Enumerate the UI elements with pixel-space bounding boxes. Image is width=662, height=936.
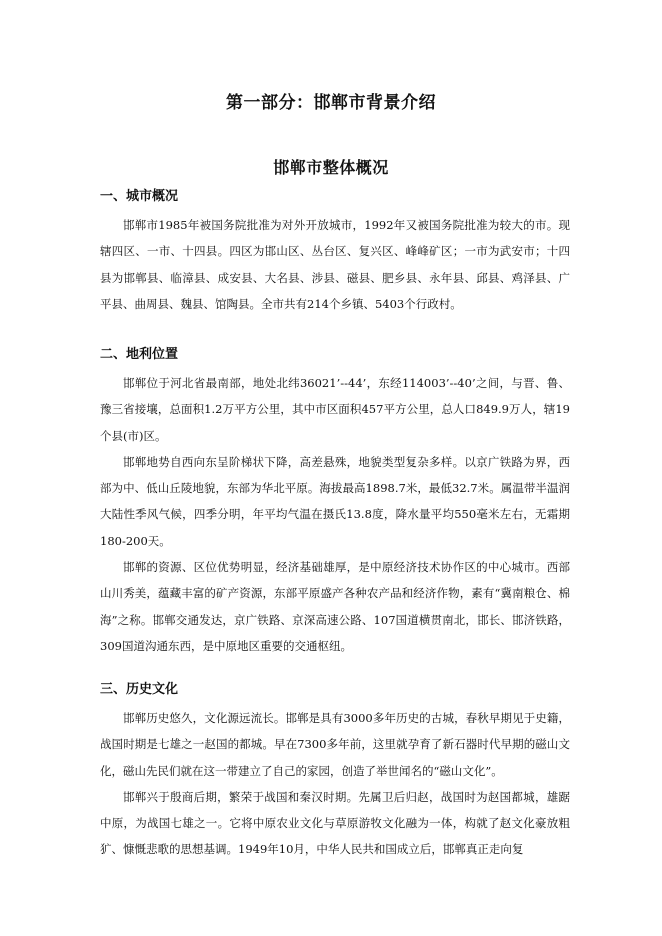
section-geography — [100, 343, 570, 659]
sub-title: 邯郸市整体概况 — [273, 158, 389, 177]
paragraph: 邯郸位于河北省最南部，地处北纬36021’--44’，东经114003’--40’之间，与晋、鲁、豫三省接壤，总面积1.2万平方公里，其中市区面积457平方公里，总人口849.9万人，辖19个县(市)区。 — [100, 376, 570, 443]
section-city-overview — [100, 185, 570, 317]
paragraph: 邯郸兴于殷商后期，繁荣于战国和秦汉时期。先属卫后归赵，战国时为赵国都城，雄踞中原，为战国七雄之一。它将中原农业文化与草原游牧文化融为一体，构就了赵文化豪放粗犷、慷慨悲歌的思想基调。1949年10月，中华人民共和国成立后，邯郸真正走向复 — [100, 789, 570, 857]
paragraph: 邯郸的资源、区位优势明显，经济基础雄厚，是中原经济技术协作区的中心城市。西部山川秀美，蕴藏丰富的矿产资源，东部平原盛产各种农产品和经济作物，素有“冀南粮仓、棉海”之称。邯郸交通发达，京广铁路、京深高速公路、107国道横贯南北，邯长、邯济铁路，309国道沟通东西，是中原地区重要的交通枢纽。 — [100, 560, 570, 653]
section-heading: 三、历史文化 — [100, 682, 179, 697]
main-title: 第一部分：邯郸市背景介绍 — [226, 93, 436, 113]
section-heading: 二、地利位置 — [100, 347, 179, 362]
paragraph: 邯郸地势自西向东呈阶梯状下降，高差悬殊，地貌类型复杂多样。以京广铁路为界，西部为中、低山丘陵地貌，东部为华北平原。海拔最高1898.7米，最低32.7米。属温带半温润大陆性季风气候，四季分明，年平均气温在摄氏13.8度，降水量平均550毫米左右，无霜期180-200天。 — [100, 454, 570, 548]
paragraph: 邯郸市1985年被国务院批准为对外开放城市，1992年又被国务院批准为较大的市。现辖四区、一市、十四县。四区为邯山区、丛台区、复兴区、峰峰矿区；一市为武安市；十四县为邯郸县、临漳县、成安县、大名县、涉县、磁县、肥乡县、永年县、邱县、鸡泽县、广平县、曲周县、魏县、馆陶县。全市共有214个乡镇、5403个行政村。 — [100, 218, 570, 311]
section-heading: 一、城市概况 — [100, 189, 179, 204]
section-history-culture — [100, 678, 570, 863]
paragraph: 邯郸历史悠久，文化源远流长。邯郸是具有3000多年历史的古城，春秋早期见于史籍，战国时期是七雄之一赵国的都城。早在7300多年前，这里就孕育了新石器时代早期的磁山文化，磁山先民们就在这一带建立了自己的家园，创造了举世闻名的“磁山文化”。 — [100, 711, 570, 778]
